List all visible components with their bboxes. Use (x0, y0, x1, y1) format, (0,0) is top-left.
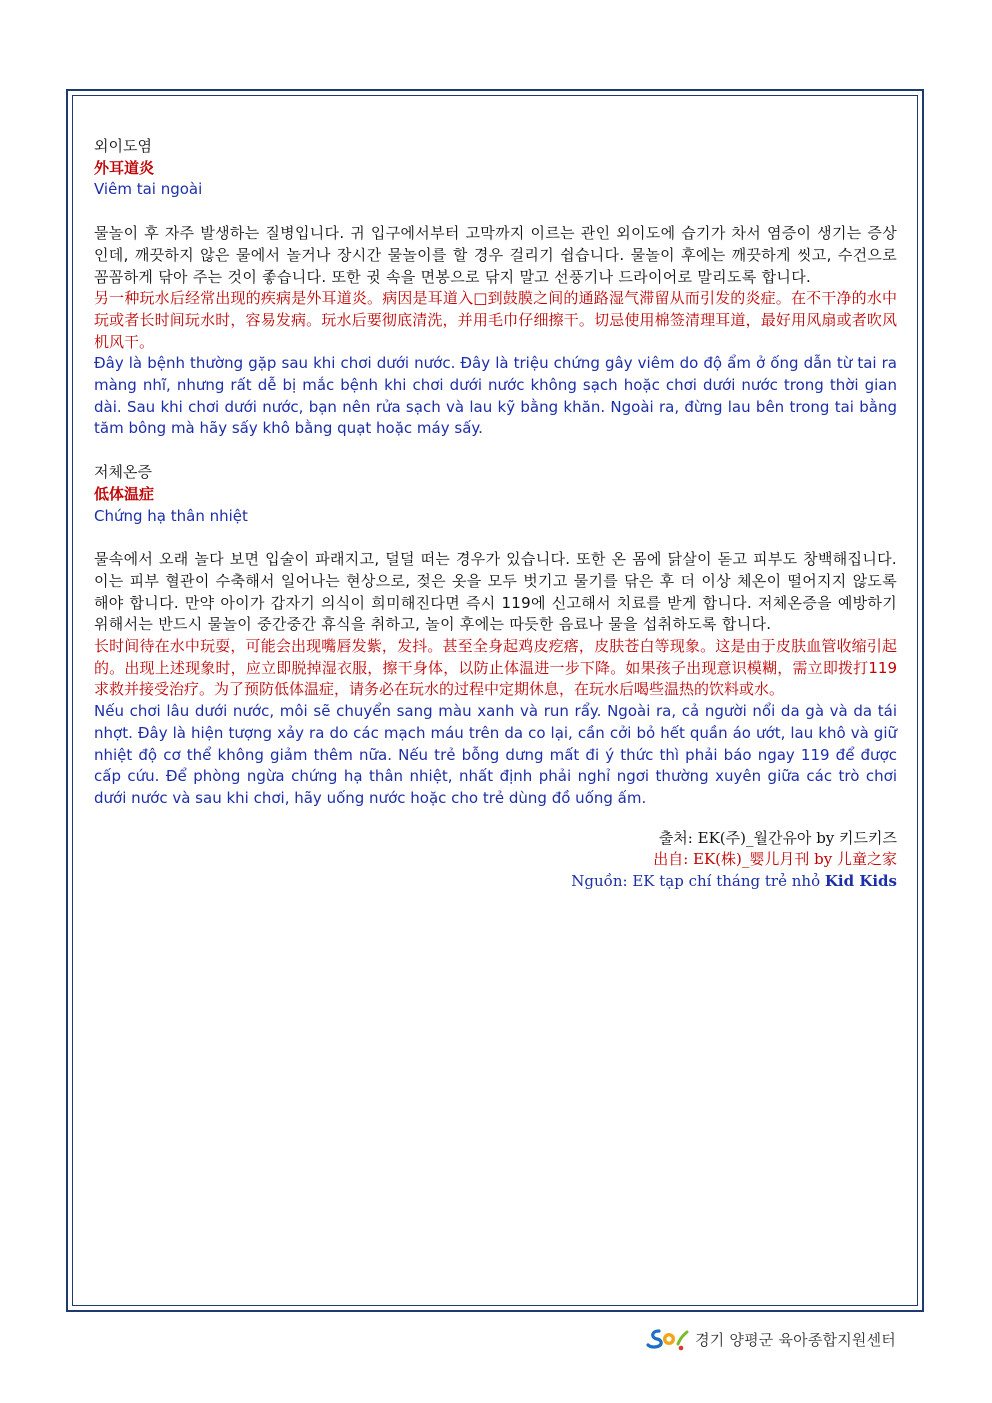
section1-title-chinese: 外耳道炎 (94, 158, 155, 177)
source-korean: 출처: EK(주)_월간유아 by 키드키즈 (658, 828, 897, 847)
section1-text-korean: 물놀이 후 자주 발생하는 질병입니다. 귀 입구에서부터 고막까지 이르는 관인 외이도에 습기가 차서 염증이 생기는 증상인데, 깨끗하지 않은 물에서 놀거나 장시간 물놀이를 할 경우 걸리기 쉽습니다. 물놀이 후에는 깨끗하게 씻고, 수건으로 꼼꼼하게 닦아 주는 것이 좋습니다. 또한 귓 속을 면봉으로 닦지 말고 선풍기나 드라이어로 말리도록 합니다. (94, 224, 897, 286)
organization-logo-icon (645, 1325, 689, 1353)
document-body (94, 136, 897, 893)
source-brand: Kid Kids (824, 872, 897, 891)
section2-title-korean: 저체온증 (94, 463, 152, 482)
section2-text-korean: 물속에서 오래 놀다 보면 입술이 파래지고, 덜덜 떠는 경우가 있습니다. 또한 온 몸에 닭살이 돋고 피부도 창백해집니다. 이는 피부 혈관이 수축해서 일어나는 현상으로, 젖은 옷을 모두 벗기고 물기를 닦은 후 더 이상 체온이 떨어지지 않도록 해야 합니다. 만약 아이가 갑자기 의식이 희미해진다면 즉시 119에 신고해서 치료를 받게 합니다. 저체온증을 예방하기 위해서는 반드시 물놀이 중간중간 휴식을 취하고, 놀이 후에는 따듯한 음료나 물을 섭취하도록 합니다. (94, 550, 897, 634)
organization-name: 경기 양평군 육아종합지원센터 (695, 1330, 896, 1349)
section1-title-vietnamese: Viêm tai ngoài (94, 180, 203, 199)
section2-title-chinese: 低体温症 (94, 484, 155, 503)
section-otitis-externa (94, 136, 897, 440)
section2-text-chinese: 长时间待在水中玩耍，可能会出现嘴唇发紫，发抖。甚至全身起鸡皮疙瘩，皮肤苍白等现象。这是由于皮肤血管收缩引起的。出现上述现象时，应立即脱掉湿衣服，擦干身体，以防止体温进一步下降。如果孩子出现意识模糊，需立即拨打119求救并接受治疗。为了预防低体温症，请务必在玩水的过程中定期休息，在玩水后喝些温热的饮料或水。 (94, 637, 897, 699)
section2-text-vietnamese: Nếu chơi lâu dưới nước, môi sẽ chuyển sang màu xanh và run rẩy. Ngoài ra, cả người nổi da gà và da tái nhợt. Đây là hiện tượng xảy ra do các mạch máu trên da co lại, cần cởi bỏ hết quần áo ướt, lau khô và giữ nhiệt độ cơ thể không giảm thêm nữa. Nếu trẻ bỗng dưng mất đi ý thức thì phải báo ngay 119 để được cấp cứu. Để phòng ngừa chứng hạ thân nhiệt, nhất định phải nghỉ ngơi thường xuyên giữa các trò chơi dưới nước và sau khi chơi, hãy uống nước hoặc cho trẻ dùng đồ uống ấm. (94, 702, 897, 807)
footer (645, 1324, 896, 1354)
section1-title-korean: 외이도염 (94, 137, 152, 155)
section2-title-vietnamese: Chứng hạ thân nhiệt (94, 506, 248, 525)
section-hypothermia (94, 462, 897, 810)
source-chinese: 出自: EK(株)_婴儿月刊 by 儿童之家 (653, 850, 897, 869)
section1-text-vietnamese: Đây là bệnh thường gặp sau khi chơi dưới nước. Đây là triệu chứng gây viêm do độ ẩm ở ống dẫn từ tai ra màng nhĩ, nhưng rất dễ bị mắc bệnh khi chơi dưới nước không sạch hoặc chơi dưới nước trong thời gian dài. Sau khi chơi dưới nước, bạn nên rửa sạch và lau kỹ bằng khăn. Ngoài ra, đừng lau bên trong tai bằng tăm bông mà hãy sấy khô bằng quạt hoặc máy sấy. (94, 354, 897, 438)
source-vietnamese (94, 871, 897, 893)
source-credits (94, 828, 897, 893)
source-vietnamese-text: Nguồn: EK tạp chí tháng trẻ nhỏ (571, 872, 825, 891)
section1-text-chinese: 另一种玩水后经常出现的疾病是外耳道炎。病因是耳道入□到鼓膜之间的通路湿气滞留从而引发的炎症。在不干净的水中玩或者长时间玩水时，容易发病。玩水后要彻底清洗，并用毛巾仔细擦干。切忌使用棉签清理耳道，最好用风扇或者吹风机风干。 (94, 289, 897, 351)
